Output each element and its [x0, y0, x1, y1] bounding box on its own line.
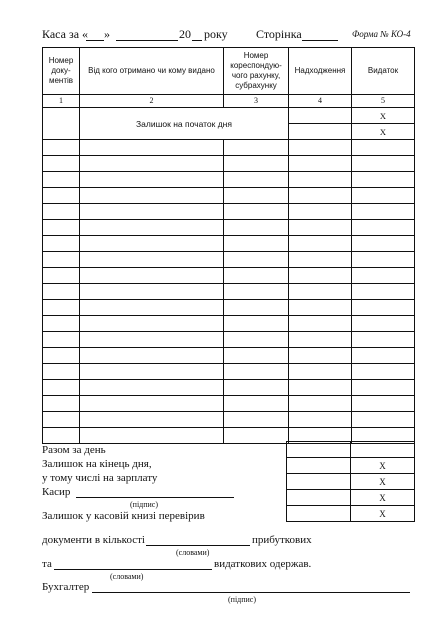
summary-row-closing	[287, 458, 415, 474]
salary-label: у тому числі на зарплату	[42, 472, 158, 484]
table-cell[interactable]	[224, 156, 289, 172]
table-row	[43, 348, 415, 364]
table-cell[interactable]	[289, 348, 352, 364]
table-row	[43, 188, 415, 204]
salary-income-cell[interactable]	[287, 474, 351, 490]
table-cell[interactable]	[352, 268, 415, 284]
and-label: та	[42, 558, 52, 570]
summary-row-checked	[287, 506, 415, 522]
table-cell[interactable]	[352, 396, 415, 412]
table-cell[interactable]	[80, 268, 224, 284]
table-cell[interactable]	[289, 300, 352, 316]
opening-income-cell-2[interactable]	[289, 124, 352, 140]
table-cell[interactable]	[43, 412, 80, 428]
table-row	[43, 220, 415, 236]
opening-balance-label: Залишок на початок дня	[80, 108, 289, 140]
table-cell[interactable]	[43, 188, 80, 204]
col-number-4: 4	[289, 95, 352, 108]
month-field[interactable]	[116, 40, 178, 41]
opening-doc-cell[interactable]	[43, 108, 80, 140]
outgoing-words-hint: (словами)	[110, 572, 144, 581]
table-row	[43, 204, 415, 220]
outgoing-count-line[interactable]	[54, 569, 212, 570]
year-suffix: року	[204, 27, 228, 41]
table-row	[43, 236, 415, 252]
table-cell[interactable]	[352, 156, 415, 172]
accountant-signature-hint: (підпис)	[228, 595, 257, 604]
table-cell[interactable]	[224, 204, 289, 220]
table-cell[interactable]	[43, 348, 80, 364]
table-cell[interactable]	[43, 156, 80, 172]
table-row	[43, 332, 415, 348]
form-number: Форма № КО-4	[352, 29, 411, 39]
table-row	[43, 268, 415, 284]
table-cell[interactable]	[80, 364, 224, 380]
col-number-1: 1	[43, 95, 80, 108]
table-cell[interactable]	[289, 252, 352, 268]
table-row	[43, 140, 415, 156]
table-cell[interactable]	[43, 140, 80, 156]
accountant-label: Бухгалтер	[42, 581, 90, 593]
table-cell[interactable]	[80, 140, 224, 156]
table-row	[43, 172, 415, 188]
accountant-signature-line[interactable]	[92, 592, 410, 593]
checked-label: Залишок у касовій книзі перевірив	[42, 510, 205, 522]
table-cell[interactable]	[289, 268, 352, 284]
col-number-5: 5	[352, 95, 415, 108]
closing-balance-label: Залишок на кінець дня,	[42, 458, 152, 470]
cashier-label: Касир	[42, 486, 71, 498]
table-cell[interactable]	[289, 172, 352, 188]
table-cell[interactable]	[289, 236, 352, 252]
table-cell[interactable]	[289, 396, 352, 412]
col-account-header: Номер кореспондую-чого рахунку, субрахунку	[224, 48, 289, 95]
table-cell[interactable]	[80, 172, 224, 188]
table-cell[interactable]	[80, 300, 224, 316]
table-cell[interactable]	[224, 364, 289, 380]
table-cell[interactable]	[224, 316, 289, 332]
table-cell[interactable]	[43, 204, 80, 220]
col-expense-header: Видаток	[352, 48, 415, 95]
table-cell[interactable]	[352, 252, 415, 268]
opening-expense-x: X	[352, 108, 415, 124]
table-cell[interactable]	[43, 284, 80, 300]
table-cell[interactable]	[80, 428, 224, 444]
table-cell[interactable]	[224, 188, 289, 204]
outgoing-label: видаткових одержав.	[214, 558, 312, 570]
table-cell[interactable]	[224, 380, 289, 396]
docs-count-label: документи в кількості	[42, 534, 145, 546]
col-from-whom-header: Від кого отримано чи кому видано	[80, 48, 224, 95]
col-doc-number-header: Номер доку-ментів	[43, 48, 80, 95]
incoming-count-line[interactable]	[146, 545, 250, 546]
table-cell[interactable]	[224, 220, 289, 236]
table-cell[interactable]	[43, 396, 80, 412]
table-cell[interactable]	[289, 156, 352, 172]
table-cell[interactable]	[224, 396, 289, 412]
col-income-header: Надходження	[289, 48, 352, 95]
table-cell[interactable]	[352, 236, 415, 252]
table-cell[interactable]	[352, 188, 415, 204]
table-cell[interactable]	[224, 252, 289, 268]
total-day-label: Разом за день	[42, 444, 106, 456]
incoming-label: прибуткових	[252, 534, 312, 546]
table-cell[interactable]	[43, 252, 80, 268]
cashier-signature-line[interactable]	[76, 497, 234, 498]
page-label: Сторінка	[256, 27, 302, 41]
table-cell[interactable]	[43, 380, 80, 396]
table-cell[interactable]	[352, 300, 415, 316]
checked-income-cell[interactable]	[287, 506, 351, 522]
table-cell[interactable]	[289, 140, 352, 156]
checked-x: X	[351, 506, 415, 522]
table-row	[43, 252, 415, 268]
table-row	[43, 396, 415, 412]
incoming-words-hint: (словами)	[176, 548, 210, 557]
summary-row-salary	[287, 474, 415, 490]
total-expense-cell[interactable]	[351, 442, 415, 458]
table-cell[interactable]	[224, 332, 289, 348]
table-cell[interactable]	[80, 412, 224, 428]
table-cell[interactable]	[224, 348, 289, 364]
table-cell[interactable]	[289, 204, 352, 220]
table-cell[interactable]	[43, 300, 80, 316]
table-cell[interactable]	[289, 316, 352, 332]
table-header-row	[43, 48, 415, 95]
table-cell[interactable]	[80, 156, 224, 172]
col-number-2: 2	[80, 95, 224, 108]
page-field[interactable]	[302, 40, 338, 41]
cashier-signature-hint: (підпис)	[130, 500, 159, 509]
table-cell[interactable]	[80, 284, 224, 300]
table-cell[interactable]	[352, 316, 415, 332]
table-cell[interactable]	[289, 332, 352, 348]
table-cell[interactable]	[43, 220, 80, 236]
cashier-income-cell[interactable]	[287, 490, 351, 506]
ledger-entries	[43, 140, 415, 444]
table-cell[interactable]	[43, 428, 80, 444]
opening-balance-row	[43, 108, 415, 124]
opening-income-cell[interactable]	[289, 108, 352, 124]
table-cell[interactable]	[80, 252, 224, 268]
table-cell[interactable]	[289, 188, 352, 204]
closing-x: X	[351, 458, 415, 474]
table-cell[interactable]	[43, 268, 80, 284]
total-income-cell[interactable]	[287, 442, 351, 458]
table-cell[interactable]	[289, 412, 352, 428]
table-cell[interactable]	[352, 332, 415, 348]
cash-ledger-table	[42, 47, 415, 444]
table-cell[interactable]	[352, 220, 415, 236]
summary-cells	[286, 441, 415, 522]
table-cell[interactable]	[80, 332, 224, 348]
table-row	[43, 316, 415, 332]
year-prefix: 20	[179, 27, 191, 41]
table-cell[interactable]	[43, 316, 80, 332]
table-cell[interactable]	[224, 268, 289, 284]
table-row	[43, 412, 415, 428]
table-cell[interactable]	[80, 316, 224, 332]
table-cell[interactable]	[43, 332, 80, 348]
kasa-date-label: Каса за «	[42, 27, 89, 41]
table-cell[interactable]	[352, 380, 415, 396]
table-cell[interactable]	[224, 236, 289, 252]
table-cell[interactable]	[289, 364, 352, 380]
table-row	[43, 300, 415, 316]
table-cell[interactable]	[80, 348, 224, 364]
table-cell[interactable]	[224, 284, 289, 300]
table-cell[interactable]	[224, 300, 289, 316]
table-cell[interactable]	[352, 140, 415, 156]
table-cell[interactable]	[224, 172, 289, 188]
table-cell[interactable]	[352, 348, 415, 364]
table-cell[interactable]	[352, 204, 415, 220]
opening-expense-x-2: X	[352, 124, 415, 140]
table-cell[interactable]	[224, 428, 289, 444]
table-cell[interactable]	[43, 236, 80, 252]
table-cell[interactable]	[80, 188, 224, 204]
table-cell[interactable]	[224, 412, 289, 428]
day-field[interactable]	[86, 40, 104, 41]
table-cell[interactable]	[224, 140, 289, 156]
table-row	[43, 156, 415, 172]
table-row	[43, 284, 415, 300]
kasa-quote-close: »	[104, 27, 110, 41]
table-row	[43, 380, 415, 396]
col-number-3: 3	[224, 95, 289, 108]
table-cell[interactable]	[289, 284, 352, 300]
table-cell[interactable]	[289, 380, 352, 396]
table-cell[interactable]	[352, 284, 415, 300]
table-cell[interactable]	[80, 396, 224, 412]
table-cell[interactable]	[80, 380, 224, 396]
summary-row-total	[287, 442, 415, 458]
year-field[interactable]	[192, 40, 202, 41]
summary-row-cashier	[287, 490, 415, 506]
closing-income-cell[interactable]	[287, 458, 351, 474]
table-cell[interactable]	[352, 412, 415, 428]
salary-x: X	[351, 474, 415, 490]
cashier-x: X	[351, 490, 415, 506]
table-cell[interactable]	[43, 364, 80, 380]
table-row	[43, 364, 415, 380]
table-cell[interactable]	[80, 236, 224, 252]
table-cell[interactable]	[289, 220, 352, 236]
table-cell[interactable]	[80, 204, 224, 220]
column-numbers-row	[43, 95, 415, 108]
table-cell[interactable]	[80, 220, 224, 236]
table-cell[interactable]	[352, 364, 415, 380]
table-cell[interactable]	[43, 172, 80, 188]
table-cell[interactable]	[352, 172, 415, 188]
